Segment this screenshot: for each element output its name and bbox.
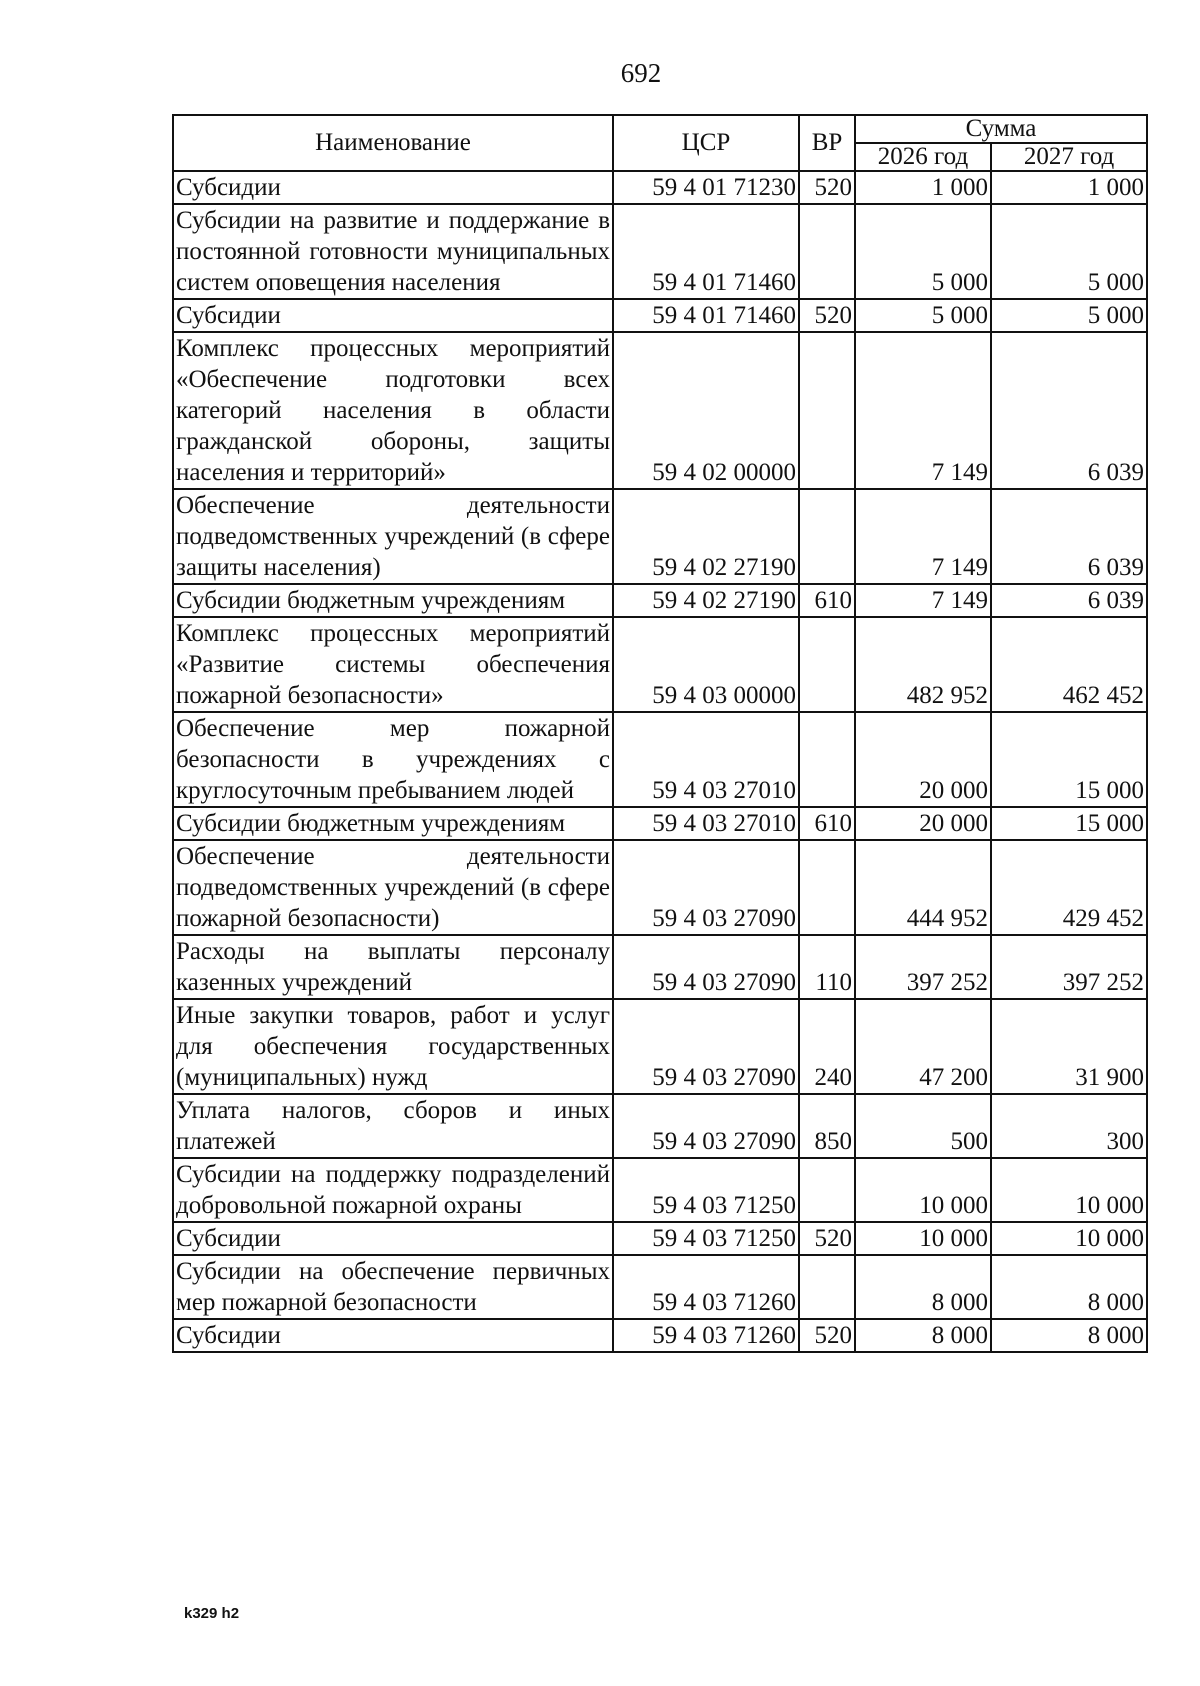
row-amount-2026: 10 000 xyxy=(855,1158,991,1222)
header-year-2027: 2027 год xyxy=(991,143,1147,171)
row-csr: 59 4 03 27090 xyxy=(613,840,799,935)
row-vr xyxy=(799,712,855,807)
row-amount-2027: 6 039 xyxy=(991,489,1147,584)
table-row xyxy=(173,1255,1147,1319)
row-amount-2027: 31 900 xyxy=(991,999,1147,1094)
table-row xyxy=(173,299,1147,332)
row-amount-2026: 5 000 xyxy=(855,299,991,332)
table-row xyxy=(173,999,1147,1094)
row-csr: 59 4 02 00000 xyxy=(613,332,799,489)
row-amount-2026: 20 000 xyxy=(855,712,991,807)
row-csr: 59 4 03 00000 xyxy=(613,617,799,712)
row-amount-2027: 300 xyxy=(991,1094,1147,1158)
row-amount-2026: 482 952 xyxy=(855,617,991,712)
row-amount-2026: 1 000 xyxy=(855,171,991,204)
table-row xyxy=(173,171,1147,204)
table-row xyxy=(173,712,1147,807)
row-name: Обеспечение деятельности подведомственных учреждений (в сфере защиты населения) xyxy=(173,489,613,584)
row-vr: 520 xyxy=(799,171,855,204)
row-name: Субсидии xyxy=(173,171,613,204)
row-csr: 59 4 03 27090 xyxy=(613,999,799,1094)
row-name: Обеспечение деятельности подведомственных учреждений (в сфере пожарной безопасности) xyxy=(173,840,613,935)
row-name: Комплекс процессных мероприятий «Развитие системы обеспечения пожарной безопасности» xyxy=(173,617,613,712)
row-name: Уплата налогов, сборов и иных платежей xyxy=(173,1094,613,1158)
table-row xyxy=(173,1094,1147,1158)
row-name: Субсидии на обеспечение первичных мер пожарной безопасности xyxy=(173,1255,613,1319)
row-amount-2026: 397 252 xyxy=(855,935,991,999)
row-csr: 59 4 03 27090 xyxy=(613,1094,799,1158)
row-csr: 59 4 03 71260 xyxy=(613,1255,799,1319)
row-amount-2027: 397 252 xyxy=(991,935,1147,999)
row-amount-2027: 8 000 xyxy=(991,1255,1147,1319)
row-name: Субсидии на поддержку подразделений добровольной пожарной охраны xyxy=(173,1158,613,1222)
row-vr: 520 xyxy=(799,1222,855,1255)
row-vr: 520 xyxy=(799,299,855,332)
row-amount-2027: 462 452 xyxy=(991,617,1147,712)
header-sum: Сумма xyxy=(855,115,1147,143)
table-row xyxy=(173,840,1147,935)
row-amount-2027: 8 000 xyxy=(991,1319,1147,1352)
row-amount-2027: 6 039 xyxy=(991,584,1147,617)
row-vr xyxy=(799,617,855,712)
row-amount-2027: 5 000 xyxy=(991,204,1147,299)
row-csr: 59 4 03 71260 xyxy=(613,1319,799,1352)
row-vr: 850 xyxy=(799,1094,855,1158)
row-name: Субсидии xyxy=(173,299,613,332)
row-amount-2026: 7 149 xyxy=(855,584,991,617)
table-row xyxy=(173,204,1147,299)
row-name: Субсидии xyxy=(173,1222,613,1255)
row-name: Субсидии xyxy=(173,1319,613,1352)
table-row xyxy=(173,1319,1147,1352)
row-name: Обеспечение мер пожарной безопасности в учреждениях с круглосуточным пребыванием людей xyxy=(173,712,613,807)
header-year-2026: 2026 год xyxy=(855,143,991,171)
row-name: Субсидии бюджетным учреждениям xyxy=(173,807,613,840)
row-vr: 240 xyxy=(799,999,855,1094)
row-amount-2026: 47 200 xyxy=(855,999,991,1094)
row-vr: 610 xyxy=(799,807,855,840)
row-amount-2027: 429 452 xyxy=(991,840,1147,935)
row-amount-2027: 15 000 xyxy=(991,807,1147,840)
row-vr: 610 xyxy=(799,584,855,617)
row-amount-2027: 5 000 xyxy=(991,299,1147,332)
row-vr xyxy=(799,332,855,489)
table-row xyxy=(173,489,1147,584)
header-name: Наименование xyxy=(173,115,613,171)
row-amount-2026: 8 000 xyxy=(855,1319,991,1352)
row-amount-2027: 10 000 xyxy=(991,1158,1147,1222)
row-csr: 59 4 02 27190 xyxy=(613,584,799,617)
row-amount-2026: 20 000 xyxy=(855,807,991,840)
row-amount-2027: 10 000 xyxy=(991,1222,1147,1255)
row-csr: 59 4 03 27010 xyxy=(613,807,799,840)
page-number: 692 xyxy=(620,58,662,88)
row-amount-2026: 5 000 xyxy=(855,204,991,299)
row-amount-2026: 8 000 xyxy=(855,1255,991,1319)
row-vr xyxy=(799,1255,855,1319)
row-name: Субсидии бюджетным учреждениям xyxy=(173,584,613,617)
row-csr: 59 4 03 27090 xyxy=(613,935,799,999)
table-body xyxy=(173,171,1147,1352)
table-row xyxy=(173,935,1147,999)
row-vr xyxy=(799,840,855,935)
table-row xyxy=(173,807,1147,840)
row-amount-2027: 15 000 xyxy=(991,712,1147,807)
row-csr: 59 4 02 27190 xyxy=(613,489,799,584)
budget-table xyxy=(172,114,1148,1353)
footer-code: k329 h2 xyxy=(184,1605,240,1622)
table-row xyxy=(173,1222,1147,1255)
row-amount-2027: 6 039 xyxy=(991,332,1147,489)
row-name: Расходы на выплаты персоналу казенных учреждений xyxy=(173,935,613,999)
row-name: Субсидии на развитие и поддержание в постоянной готовности муниципальных систем оповещения населения xyxy=(173,204,613,299)
row-amount-2026: 500 xyxy=(855,1094,991,1158)
header-csr: ЦСР xyxy=(613,115,799,171)
table-row xyxy=(173,1158,1147,1222)
row-amount-2026: 444 952 xyxy=(855,840,991,935)
row-vr: 110 xyxy=(799,935,855,999)
row-vr xyxy=(799,1158,855,1222)
row-name: Комплекс процессных мероприятий «Обеспечение подготовки всех категорий населения в области гражданской обороны, защиты населения и территорий» xyxy=(173,332,613,489)
row-amount-2026: 7 149 xyxy=(855,332,991,489)
row-csr: 59 4 03 71250 xyxy=(613,1222,799,1255)
row-csr: 59 4 01 71460 xyxy=(613,204,799,299)
row-vr xyxy=(799,204,855,299)
row-amount-2026: 7 149 xyxy=(855,489,991,584)
row-amount-2027: 1 000 xyxy=(991,171,1147,204)
row-vr xyxy=(799,489,855,584)
row-amount-2026: 10 000 xyxy=(855,1222,991,1255)
row-csr: 59 4 01 71230 xyxy=(613,171,799,204)
table-row xyxy=(173,584,1147,617)
row-csr: 59 4 03 27010 xyxy=(613,712,799,807)
header-vr: ВР xyxy=(799,115,855,171)
table-row xyxy=(173,332,1147,489)
table-row xyxy=(173,617,1147,712)
row-name: Иные закупки товаров, работ и услуг для обеспечения государственных (муниципальных) нужд xyxy=(173,999,613,1094)
row-csr: 59 4 03 71250 xyxy=(613,1158,799,1222)
row-vr: 520 xyxy=(799,1319,855,1352)
row-csr: 59 4 01 71460 xyxy=(613,299,799,332)
